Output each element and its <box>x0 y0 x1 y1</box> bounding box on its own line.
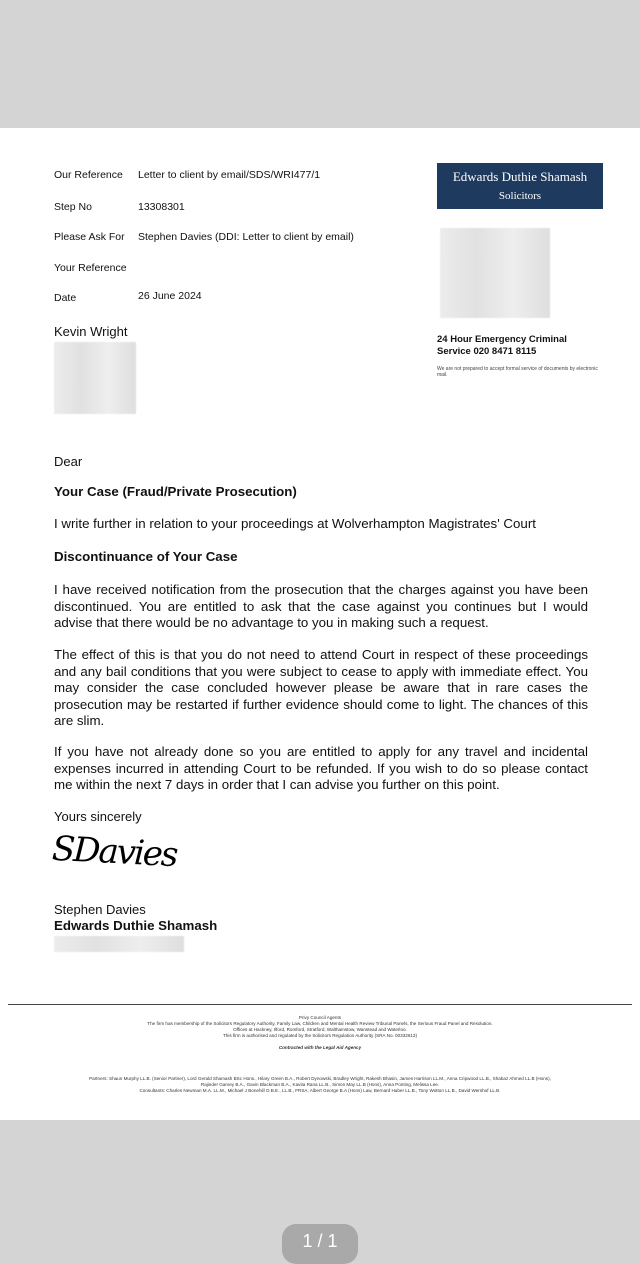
logo-subtitle: Solicitors <box>498 190 542 202</box>
footer-divider <box>8 1004 632 1005</box>
redacted-recipient-address <box>54 342 136 414</box>
letter-subject: Your Case (Fraud/Private Prosecution) <box>54 484 297 499</box>
signer-name: Stephen Davies <box>54 902 146 917</box>
redacted-email <box>54 936 184 952</box>
footer-partners-cont: Rajinder Garvey B.A., Gavin Blackman B.A., Kavita Rana LL.B., Simon May LL.B (Hons), Anna Ponting, Melissa Lee. <box>200 1082 440 1087</box>
date-label: Date <box>54 292 77 304</box>
footer-agents: Privy Council Agents <box>298 1015 342 1020</box>
paragraph-1: I have received notification from the prosecution that the charges against you have been discontinued. You are entitled to ask that the case against you continues but I would advise that there would be no advantage to you in making such a request. <box>54 582 588 630</box>
date-value: 26 June 2024 <box>138 290 202 302</box>
step-no-label: Step No <box>54 201 92 213</box>
redacted-firm-address <box>440 228 550 318</box>
emergency-line2: Service 020 8471 8115 <box>437 346 537 357</box>
ask-for-label: Please Ask For <box>54 231 125 243</box>
your-reference-label: Your Reference <box>54 262 127 274</box>
footer-legal-aid: Contracted with the Legal Aid Agency <box>278 1045 362 1050</box>
firm-logo <box>437 163 603 209</box>
step-no-value: 13308301 <box>138 201 185 213</box>
recipient-name: Kevin Wright <box>54 324 128 339</box>
footer-membership: The firm has membership of the Solicitors Regulatory Authority, Family Law, Children and Mental Health Review Tribunal Panels, the Serious Fraud Panel and Resolution. <box>147 1021 493 1026</box>
salutation: Dear <box>54 454 83 469</box>
footer-regulation: This firm is authorised and regulated by the Solicitors Regulation Authority (SRA No. 00332613) <box>222 1033 418 1038</box>
footer-block <box>40 1015 600 1051</box>
footer-consultants: Consultants: Charles Newman M.A. LL.M., Michael J Bonehill O.B.E., LL.B., FRSA, Albert George B.A (Hons) Law, Bernard Huber LL.B., Tony Wotton LL.B., David Wershof LL.B. <box>139 1088 501 1093</box>
emergency-service <box>437 334 567 358</box>
letter-page <box>0 128 640 1120</box>
closing: Yours sincerely <box>54 809 142 824</box>
emergency-line1: 24 Hour Emergency Criminal <box>437 334 567 345</box>
our-reference-label: Our Reference <box>54 169 123 181</box>
paragraph-2: The effect of this is that you do not need to attend Court in respect of these proceedings and any bail conditions that you were subject to cease to apply with immediate effect. You may consider the case concluded however please be aware that in rare cases the prosecution may be restarted if further evidence should come to light. The chances of this are slim. <box>54 647 588 728</box>
handwritten-signature: SDavies <box>51 828 178 876</box>
footer-offices: Offices at Hackney, Ilford, Romford, Stratford, Walthamstow, Wanstead and Waterloo. <box>233 1027 407 1032</box>
ask-for-value: Stephen Davies (DDI: Letter to client by email) <box>138 231 354 243</box>
footer-partners-block <box>20 1076 620 1094</box>
service-note: We are not prepared to accept formal service of documents by electronic mail. <box>437 366 598 378</box>
page-indicator: 1 / 1 <box>282 1224 358 1264</box>
paragraph-3: If you have not already done so you are entitled to apply for any travel and incidental expenses incurred in attending Court to be refunded. If you wish to do so please contact me within the next 7 days in order that I can advise you further on this point. <box>54 744 588 792</box>
our-reference-value: Letter to client by email/SDS/WRI477/1 <box>138 169 321 181</box>
intro-paragraph: I write further in relation to your proceedings at Wolverhampton Magistrates' Court <box>54 516 536 531</box>
section-heading: Discontinuance of Your Case <box>54 549 238 564</box>
footer-partners: Partners: Shaun Murphy LL.B. (Senior Partner), Lord Gerald Shamash BSc Hons., Hilary Green B.A., Robert Dynowski, Bradley Wright, Rakesh Bhasin, James Harrison LL.M., Anna Cripwood LL.B., Shabaz Ahmed LL.B (Hons), <box>89 1076 551 1081</box>
signer-firm: Edwards Duthie Shamash <box>54 918 218 933</box>
logo-firm-name: Edwards Duthie Shamash <box>452 169 588 184</box>
